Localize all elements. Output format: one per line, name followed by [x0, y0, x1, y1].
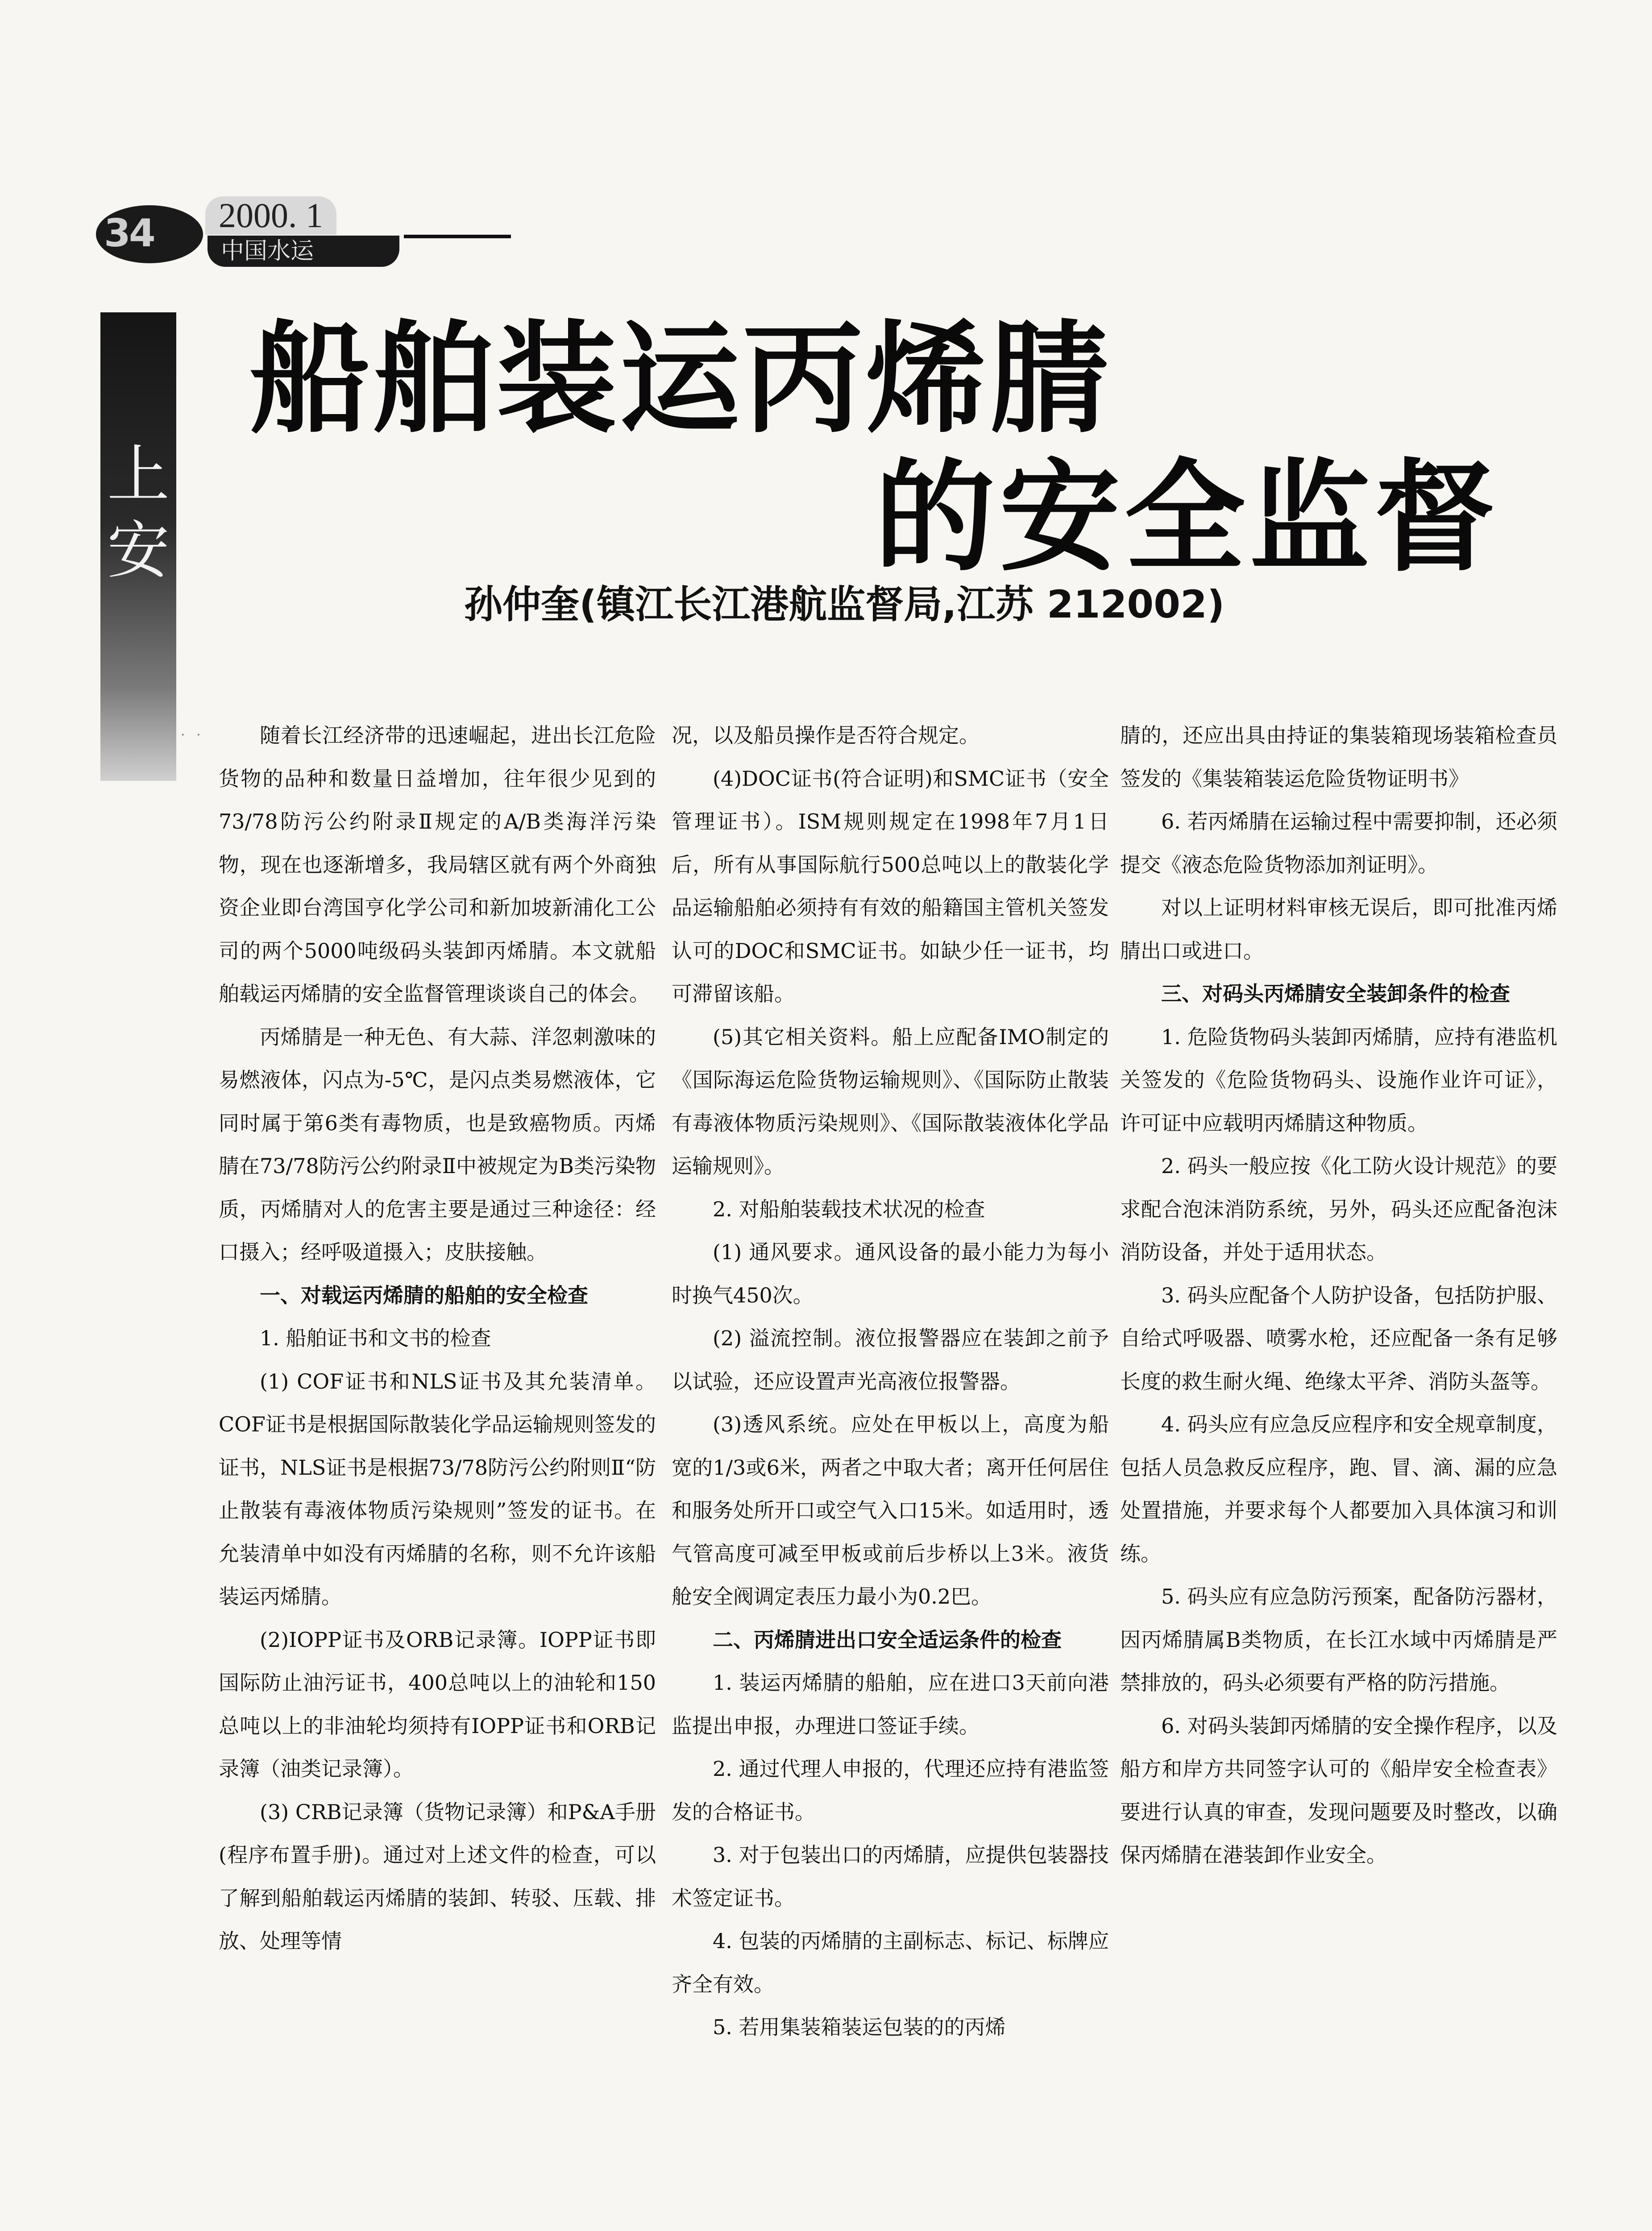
- body-paragraph: 4. 码头应有应急反应程序和安全规章制度，包括人员急救反应程序，跑、冒、滴、漏的应急处置措施，并要求每个人都要加入具体演习和训练。: [1120, 1412, 1557, 1566]
- body-paragraph: (3) CRB记录簿（货物记录簿）和P&A手册(程序布置手册)。通过对上述文件的检查，可以了解到船舶载运丙烯腈的装卸、转驳、压载、排放、处理等情: [219, 1800, 656, 1953]
- body-paragraph: 6. 对码头装卸丙烯腈的安全操作程序，以及船方和岸方共同签字认可的《船岸安全检查表》要进行认真的审查，发现问题要及时整改，以确保丙烯腈在港装卸作业安全。: [1120, 1713, 1557, 1867]
- article-title-line-2: 的安全监督: [875, 447, 1499, 588]
- author-byline: 孙仲奎(镇江长江港航监督局,江苏 212002): [464, 582, 1225, 627]
- article-title-line-1: 船舶装运丙烯腈: [250, 309, 1112, 449]
- body-paragraph: 6. 若丙烯腈在运输过程中需要抑制，还必须提交《液态危险货物添加剂证明》。: [1120, 809, 1557, 877]
- body-paragraph: (2) 溢流控制。液位报警器应在装卸之前予以试验，还应设置声光高液位报警器。: [672, 1326, 1109, 1393]
- body-paragraph: (1) 通风要求。通风设备的最小能力为每小时换气450次。: [672, 1240, 1109, 1307]
- body-paragraph: 对以上证明材料审核无误后，即可批准丙烯腈出口或进口。: [1120, 896, 1557, 963]
- body-paragraph: 1. 船舶证书和文书的检查: [260, 1326, 491, 1350]
- page-number: 34: [104, 211, 154, 256]
- magazine-name: 中国水运: [208, 236, 399, 267]
- issue-badge: [96, 196, 417, 272]
- body-paragraph: 腈的，还应出具由持证的集装箱现场装箱检查员签发的《集装箱装运危险货物证明书》: [1120, 723, 1557, 791]
- body-paragraph: 1. 装运丙烯腈的船舶，应在进口3天前向港监提出申报，办理进口签证手续。: [672, 1671, 1109, 1738]
- sidebar-char-2: 安: [107, 514, 170, 587]
- body-paragraph: 1. 危险货物码头装卸丙烯腈，应持有港监机关签发的《危险货物码头、设施作业许可证》，许可证中应载明丙烯腈这种物质。: [1120, 1024, 1557, 1135]
- body-column-2: [672, 714, 1109, 2049]
- margin-marks: · ·: [181, 727, 204, 743]
- header-rule: [404, 235, 511, 238]
- body-paragraph: 随着长江经济带的迅速崛起，进出长江危险货物的品种和数量日益增加，往年很少见到的73/78防污公约附录Ⅱ规定的A/B类海洋污染物，现在也逐渐增多，我局辖区就有两个外商独资企业即台湾国亨化学公司和新加坡新浦化工公司的两个5000吨级码头装卸丙烯腈。本文就船舶载运丙烯腈的安全监督管理谈谈自己的体会。: [219, 723, 656, 1006]
- body-paragraph: 2. 通过代理人申报的，代理还应持有港监签发的合格证书。: [672, 1757, 1109, 1824]
- section-heading: 二、丙烯腈进出口安全适运条件的检查: [713, 1627, 1062, 1652]
- sidebar-char-1: 上: [107, 439, 170, 511]
- issue-label: 2000. 1: [205, 196, 336, 235]
- section-sidebar: [100, 312, 176, 781]
- body-paragraph: 4. 包装的丙烯腈的主副标志、标记、标牌应齐全有效。: [672, 1929, 1109, 1996]
- body-paragraph: 3. 码头应配备个人防护设备，包括防护服、自给式呼吸器、喷雾水枪，还应配备一条有足够长度的救生耐火绳、绝缘太平斧、消防头盔等。: [1120, 1283, 1557, 1393]
- body-paragraph: (4)DOC证书(符合证明)和SMC证书（安全管理证书）。ISM规则规定在1998年7月1日后，所有从事国际航行500总吨以上的散装化学品运输船舶必须持有有效的船籍国主管机关签发认可的DOC和SMC证书。如缺少任一证书，均可滞留该船。: [672, 766, 1109, 1006]
- section-heading: 三、对码头丙烯腈安全装卸条件的检查: [1161, 982, 1510, 1006]
- body-paragraph: 5. 码头应有应急防污预案，配备防污器材，因丙烯腈属B类物质，在长江水域中丙烯腈是严禁排放的，码头必须要有严格的防污措施。: [1120, 1584, 1557, 1695]
- body-paragraph: 况，以及船员操作是否符合规定。: [672, 723, 980, 747]
- body-column-1: [219, 714, 656, 1963]
- body-paragraph: (3)透风系统。应处在甲板以上，高度为船宽的1/3或6米，两者之中取大者；离开任何居住和服务处所开口或空气入口15米。如适用时，透气管高度可减至甲板或前后步桥以上3米。液货舱安全阀调定表压力最小为0.2巴。: [672, 1412, 1109, 1609]
- body-paragraph: (2)IOPP证书及ORB记录簿。IOPP证书即国际防止油污证书，400总吨以上的油轮和150总吨以上的非油轮均须持有IOPP证书和ORB记录簿（油类记录簿）。: [219, 1627, 656, 1781]
- body-column-3: [1120, 714, 1557, 1877]
- body-paragraph: (5)其它相关资料。船上应配备IMO制定的《国际海运危险货物运输规则》、《国际防止散装有毒液体物质污染规则》、《国际散装液体化学品运输规则》。: [672, 1024, 1109, 1178]
- body-paragraph: 2. 码头一般应按《化工防火设计规范》的要求配合泡沫消防系统，另外，码头还应配备泡沫消防设备，并处于适用状态。: [1120, 1154, 1557, 1264]
- body-paragraph: (1) COF证书和NLS证书及其允装清单。COF证书是根据国际散装化学品运输规则签发的证书，NLS证书是根据73/78防污公约附则Ⅱ“防止散装有毒液体物质污染规则”签发的证书。在允装清单中如没有丙烯腈的名称，则不允许该船装运丙烯腈。: [219, 1369, 656, 1609]
- body-paragraph: 3. 对于包装出口的丙烯腈，应提供包装器技术签定证书。: [672, 1843, 1109, 1910]
- body-paragraph: 2. 对船舶装载技术状况的检查: [713, 1197, 985, 1221]
- section-heading: 一、对载运丙烯腈的船舶的安全检查: [260, 1283, 588, 1307]
- body-paragraph: 丙烯腈是一种无色、有大蒜、洋忽刺激味的易燃液体，闪点为-5℃，是闪点类易燃液体，它同时属于第6类有毒物质，也是致癌物质。丙烯腈在73/78防污公约附录Ⅱ中被规定为B类污染物质，丙烯腈对人的危害主要是通过三种途径：经口摄入；经呼吸道摄入；皮肤接触。: [219, 1024, 656, 1264]
- body-paragraph: 5. 若用集装箱装运包装的的丙烯: [713, 2015, 1006, 2039]
